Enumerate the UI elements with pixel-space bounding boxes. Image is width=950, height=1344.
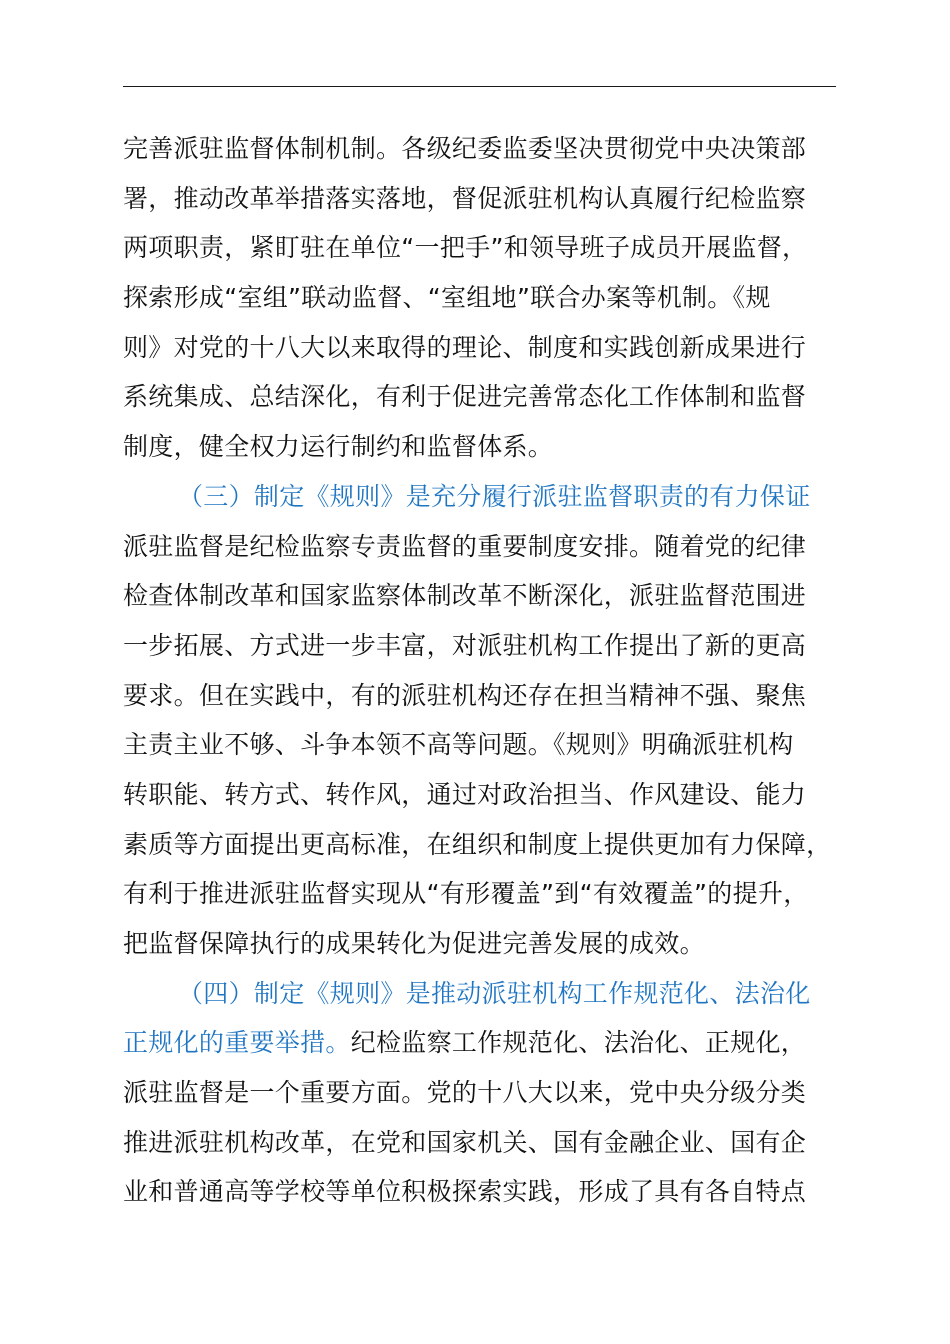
section-heading: 正规化的重要举措。 (123, 1028, 351, 1058)
body-text: 纪检监察工作规范化、法治化、正规化， (350, 1028, 807, 1058)
text-line (123, 671, 847, 721)
body-text: 要求。但在实践中，有的派驻机构还存在担当精神不强、聚焦 (123, 680, 807, 710)
text-line (123, 919, 847, 969)
body-text: 两项职责，紧盯驻在单位“一把手”和领导班子成员开展监督， (123, 233, 808, 263)
text-line (123, 372, 847, 422)
text-line (123, 174, 847, 224)
body-text: 派驻监督是一个重要方面。党的十八大以来，党中央分级分类 (123, 1078, 807, 1108)
text-line (123, 323, 847, 373)
text-line (123, 223, 847, 273)
body-text: 完善派驻监督体制机制。各级纪委监委坚决贯彻党中央决策部 (123, 134, 807, 163)
text-line (123, 1068, 847, 1118)
text-line (123, 1118, 847, 1168)
text-line (123, 1018, 847, 1068)
text-line (123, 869, 847, 919)
body-text: 探索形成“室组”联动监督、“室组地”联合办案等机制。《规 (123, 283, 771, 313)
body-text: 素质等方面提出更高标准，在组织和制度上提供更加有力保障， (123, 829, 832, 859)
body-text: 转职能、转方式、转作风，通过对政治担当、作风建设、能力 (123, 779, 807, 809)
body-text: 主责主业不够、斗争本领不高等问题。《规则》明确派驻机构 (123, 730, 794, 760)
body-text: 制度，健全权力运行制约和监督体系。 (123, 432, 554, 462)
body-text: 系统集成、总结深化，有利于促进完善常态化工作体制和监督 (123, 382, 807, 412)
text-line (123, 571, 847, 621)
section-heading: （四）制定《规则》是推动派驻机构工作规范化、法治化 (178, 978, 811, 1008)
text-line (123, 770, 847, 820)
text-line (123, 720, 847, 770)
body-text: 业和普通高等学校等单位积极探索实践，形成了具有各自特点 (123, 1177, 807, 1207)
body-text: 把监督保障执行的成果转化为促进完善发展的成效。 (123, 929, 705, 958)
body-text: 推进派驻机构改革，在党和国家机关、国有金融企业、国有企 (123, 1127, 807, 1157)
text-line (123, 621, 847, 671)
body-text: 署，推动改革举措落实落地，督促派驻机构认真履行纪检监察 (123, 183, 807, 213)
section-heading: （三）制定《规则》是充分履行派驻监督职责的有力保证 (178, 481, 811, 511)
body-text: 一步拓展、方式进一步丰富，对派驻机构工作提出了新的更高 (123, 630, 807, 660)
text-line (123, 820, 847, 870)
text-line (123, 472, 847, 522)
text-line (123, 1167, 847, 1217)
body-text: 则》对党的十八大以来取得的理论、制度和实践创新成果进行 (123, 332, 807, 362)
text-line (123, 422, 847, 472)
header-rule (123, 86, 836, 87)
body-text: 检查体制改革和国家监察体制改革不断深化，派驻监督范围进 (123, 581, 807, 611)
text-line (123, 969, 847, 1019)
text-line (123, 522, 847, 572)
body-text: 有利于推进派驻监督实现从“有形覆盖”到“有效覆盖”的提升， (123, 879, 809, 909)
document-body (123, 124, 847, 1217)
text-line (123, 124, 847, 174)
body-text: 派驻监督是纪检监察专责监督的重要制度安排。随着党的纪律 (123, 531, 807, 561)
text-line (123, 273, 847, 323)
